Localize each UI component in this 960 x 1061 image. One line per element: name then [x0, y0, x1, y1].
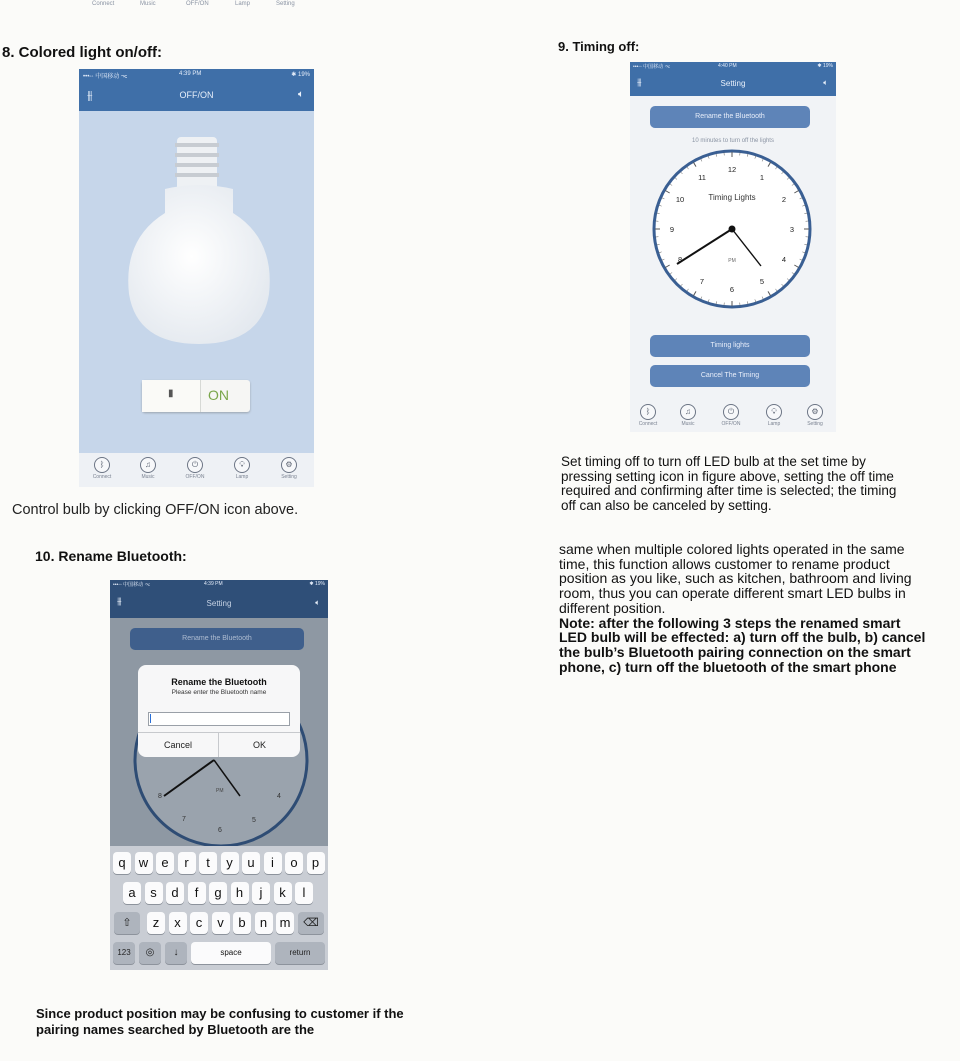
- delete-key[interactable]: ⌫: [298, 912, 324, 934]
- key-y[interactable]: y: [221, 852, 239, 874]
- clock-number: 11: [698, 173, 706, 183]
- key-l[interactable]: l: [295, 882, 313, 904]
- clock-number: 6: [729, 285, 735, 294]
- caption-sec10: Since product position may be confusing to customer if the pairing names searched by Bluetooth are the: [36, 1006, 404, 1037]
- text-cursor: [150, 714, 151, 723]
- nav-bar: [79, 81, 314, 111]
- speaker-icon[interactable]: 🔈︎: [298, 89, 304, 100]
- speaker-icon[interactable]: 🔈︎: [315, 598, 320, 607]
- key-k[interactable]: k: [274, 882, 292, 904]
- ok-button[interactable]: OK: [252, 740, 266, 750]
- nav-title: OFF/ON: [179, 90, 214, 100]
- switch-knob: ▮: [142, 380, 201, 412]
- key-t[interactable]: t: [199, 852, 217, 874]
- power-icon: ⏻: [187, 457, 203, 473]
- rename-paragraph: [559, 542, 929, 674]
- key-x[interactable]: x: [169, 912, 187, 934]
- tab-music[interactable]: ♫ Music: [670, 400, 706, 427]
- svg-text:6: 6: [218, 827, 222, 834]
- rename-bluetooth-button[interactable]: Rename the Bluetooth: [650, 106, 810, 128]
- phone-rename-screen: [110, 580, 328, 970]
- key-j[interactable]: j: [252, 882, 270, 904]
- key-s[interactable]: s: [145, 882, 163, 904]
- svg-text:7: 7: [182, 816, 186, 823]
- return-key[interactable]: return: [275, 942, 325, 964]
- section-10-title: 10. Rename Bluetooth:: [35, 548, 187, 564]
- rename-dialog: [138, 665, 300, 757]
- key-a[interactable]: a: [123, 882, 141, 904]
- bluetooth-icon: ᛒ: [640, 404, 656, 420]
- music-icon: ♫: [680, 404, 696, 420]
- nav-title: Setting: [720, 79, 746, 88]
- svg-text:PM: PM: [216, 788, 224, 794]
- nav-bar: [110, 590, 328, 618]
- clock-ampm: PM: [728, 258, 736, 264]
- gear-icon: ⚙: [807, 404, 823, 420]
- clock-dial[interactable]: [650, 147, 814, 311]
- status-bar: •••◦◦ 中国移动 ᯕ 4:39 PM ✱ 19%: [110, 580, 328, 590]
- svg-text:4: 4: [277, 793, 281, 800]
- rename-paragraph-text: same when multiple colored lights operated in the same time, this function allows customer to rename product position as you like, such as kitchen, bathroom and living room, thus you can operate different smart LED bulbs in different position.: [559, 541, 912, 616]
- clock-number: 10: [675, 195, 685, 204]
- on-screen-keyboard: [110, 846, 328, 970]
- key-g[interactable]: g: [209, 882, 227, 904]
- tab-lamp[interactable]: 💡︎ Lamp: [222, 453, 262, 480]
- dialog-divider: [138, 732, 300, 733]
- clock-number: 7: [699, 276, 705, 286]
- key-c[interactable]: c: [190, 912, 208, 934]
- battery-label: ✱ 19%: [291, 72, 310, 78]
- rename-note: Note: after the following 3 steps the renamed smart LED bulb will be effected: a) turn off the bulb, b) cancel the bulb’s Bluetooth pairing connection on the smart phone, c) turn off the bluetooth of the smart phone: [559, 614, 926, 675]
- dialog-title: Rename the Bluetooth: [171, 677, 267, 687]
- key-d[interactable]: d: [166, 882, 184, 904]
- power-icon: ⏻: [723, 404, 739, 420]
- tab-lamp[interactable]: 💡︎ Lamp: [756, 400, 792, 427]
- tab-bar: [79, 453, 314, 487]
- svg-text:8: 8: [158, 793, 162, 800]
- speaker-icon[interactable]: 🔈︎: [823, 78, 828, 87]
- section-9-title: 9. Timing off:: [558, 39, 640, 54]
- on-off-switch[interactable]: [142, 380, 250, 412]
- timing-lights-button[interactable]: Timing lights: [650, 335, 810, 357]
- tab-offon-label: OFF/ON: [186, 1, 209, 7]
- caption-sec8: Control bulb by clicking OFF/ON icon above.: [12, 502, 299, 518]
- clock-number: 4: [781, 255, 787, 264]
- equalizer-icon[interactable]: ⫵: [117, 596, 122, 607]
- key-h[interactable]: h: [231, 882, 249, 904]
- equalizer-icon[interactable]: ⫵: [637, 77, 642, 88]
- phone-offon-screen: [79, 69, 314, 487]
- equalizer-icon[interactable]: ⫵: [87, 88, 93, 102]
- key-q[interactable]: q: [113, 852, 131, 874]
- switch-on-label: ON: [208, 387, 229, 403]
- section-8-title: 8. Colored light on/off:: [2, 44, 162, 61]
- rename-bluetooth-button[interactable]: Rename the Bluetooth: [130, 628, 304, 650]
- cancel-timing-button[interactable]: Cancel The Timing: [650, 365, 810, 387]
- key-e[interactable]: e: [156, 852, 174, 874]
- timing-paragraph: Set timing off to turn off LED bulb at the set time by pressing setting icon in figure above, setting the off time required and confirming after time is selected; the timing off can also be canceled by setting.: [561, 454, 897, 513]
- tab-lamp-label: Lamp: [235, 1, 251, 7]
- tab-music-label: Music: [140, 1, 156, 7]
- tab-bar: [630, 400, 836, 432]
- key-m[interactable]: m: [276, 912, 294, 934]
- space-key[interactable]: space: [191, 942, 271, 964]
- carrier-label: •••◦◦ 中国移动 ᯕ: [83, 74, 128, 80]
- numbers-key[interactable]: 123: [113, 942, 135, 964]
- timer-hint: 10 minutes to turn off the lights: [692, 138, 774, 144]
- status-bar: •••◦◦ 中国移动 ᯕ 4:40 PM ✱ 19%: [630, 62, 836, 72]
- key-p[interactable]: p: [307, 852, 325, 874]
- shift-key[interactable]: ⇧: [114, 912, 140, 934]
- key-v[interactable]: v: [212, 912, 230, 934]
- key-z[interactable]: z: [147, 912, 165, 934]
- clock-number: 8: [677, 255, 683, 264]
- clock-number: 12: [727, 165, 737, 174]
- status-time: 4:39 PM: [179, 71, 202, 77]
- key-w[interactable]: w: [135, 852, 153, 874]
- tab-music[interactable]: ♫ Music: [128, 453, 168, 480]
- dialog-subtitle: Please enter the Bluetooth name: [171, 689, 267, 696]
- music-icon: ♫: [140, 457, 156, 473]
- globe-icon[interactable]: ◎: [139, 942, 161, 964]
- tab-setting[interactable]: ⚙ Setting: [269, 453, 309, 480]
- nav-title: Setting: [206, 599, 232, 608]
- microphone-icon[interactable]: ↓: [165, 942, 187, 964]
- bluetooth-icon: ᛒ: [94, 457, 110, 473]
- cancel-button[interactable]: Cancel: [163, 740, 192, 750]
- tab-connect[interactable]: ᛒ Connect: [82, 453, 122, 480]
- clock-number: 5: [759, 276, 765, 286]
- key-o[interactable]: o: [285, 852, 303, 874]
- bulb-icon: 💡︎: [234, 457, 250, 473]
- key-u[interactable]: u: [242, 852, 260, 874]
- key-i[interactable]: i: [264, 852, 282, 874]
- phone-timing-screen: [630, 62, 836, 432]
- key-b[interactable]: b: [233, 912, 251, 934]
- bluetooth-name-input[interactable]: [148, 712, 290, 726]
- status-bar: [79, 69, 314, 81]
- clock-number: 3: [789, 225, 795, 234]
- svg-text:5: 5: [252, 817, 256, 824]
- clock-number: 1: [759, 173, 765, 183]
- tab-connect-label: Connect: [92, 1, 115, 7]
- tab-setting[interactable]: ⚙ Setting: [797, 400, 833, 427]
- tab-setting-label: Setting: [276, 1, 295, 7]
- bulb-illustration[interactable]: [119, 129, 279, 389]
- key-r[interactable]: r: [178, 852, 196, 874]
- tab-connect[interactable]: ᛒ Connect: [630, 400, 666, 427]
- clock-number: 2: [781, 195, 787, 204]
- gear-icon: ⚙: [281, 457, 297, 473]
- tab-offon[interactable]: ⏻ OFF/ON: [713, 400, 749, 427]
- bulb-icon: 💡︎: [766, 404, 782, 420]
- previous-tabbar-strip: [80, 0, 320, 10]
- key-n[interactable]: n: [255, 912, 273, 934]
- nav-bar: [630, 72, 836, 96]
- clock-title: Timing Lights: [708, 193, 756, 202]
- key-f[interactable]: f: [188, 882, 206, 904]
- tab-offon[interactable]: ⏻ OFF/ON: [175, 453, 215, 480]
- clock-number: 9: [669, 225, 675, 234]
